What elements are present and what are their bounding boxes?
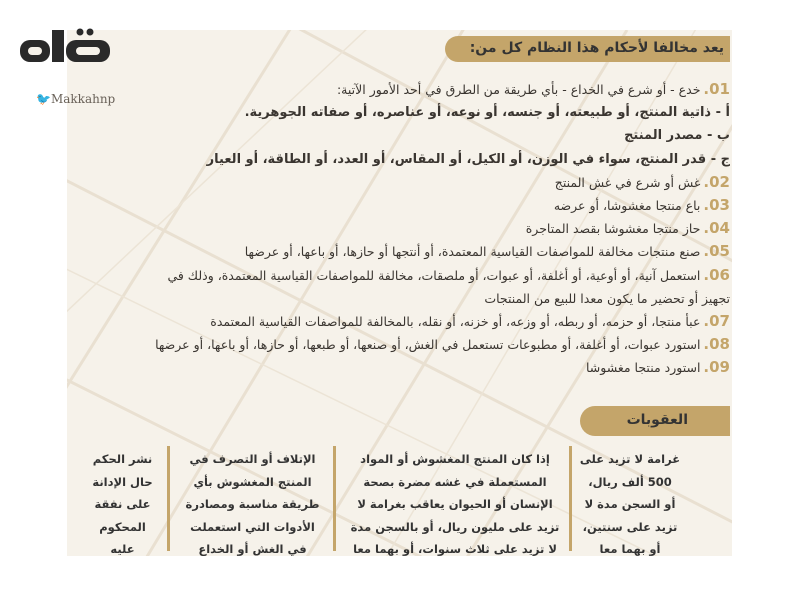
twitter-handle: 🐦Makkahnp bbox=[36, 92, 116, 106]
item-number: 09. bbox=[703, 358, 730, 377]
penalty-line: أو بهما معا bbox=[599, 542, 661, 556]
item-text: خدع - أو شرع في الخداع - بأي طريقة من الطرق في أحد الأمور الآتية: bbox=[336, 82, 701, 97]
item-text: صنع منتجات مخالفة للمواصفات القياسية المعتمدة، أو أنتجها أو حازها، أو باعها، أو عرضها bbox=[244, 244, 701, 260]
penalty-line: المستعملة في غشه مضرة بصحة bbox=[363, 474, 547, 489]
item-text: عبأ منتجا، أو حزمه، أو ربطه، أو وزعه، أو خزنه، أو نقله، بالمخالفة للمواصفات القياسية المعتمدة bbox=[210, 313, 701, 329]
item-text: أ - ذاتية المنتج، أو طبيعته، أو جنسه، أو نوعه، أو عناصره، أو صفاته الجوهرية. bbox=[244, 105, 730, 121]
penalty-line: حال الإدانة bbox=[92, 474, 153, 489]
penalty-line: إذا كان المنتج المغشوش أو المواد bbox=[360, 452, 550, 466]
violation-item bbox=[50, 333, 730, 356]
violation-item bbox=[50, 310, 730, 333]
item-number: 06. bbox=[703, 265, 730, 284]
penalty-line: المنتج المغشوش بأي bbox=[193, 474, 312, 489]
penalty-line: تزيد على سنتين، bbox=[582, 519, 678, 534]
column-divider bbox=[167, 446, 170, 551]
penalty-line: الإنسان أو الحيوان يعاقب بغرامة لا bbox=[357, 497, 553, 511]
item-number: 04. bbox=[703, 219, 730, 238]
item-number: 03. bbox=[703, 195, 730, 214]
item-number: 01. bbox=[703, 80, 730, 98]
item-text: حاز منتجا مغشوشا بقصد المتاجرة bbox=[525, 221, 701, 237]
penalty-line: غرامة لا تزيد على bbox=[579, 452, 681, 466]
penalties-title: العقوبات bbox=[626, 412, 688, 428]
item-number: 05. bbox=[703, 242, 730, 261]
penalty-line: المحكوم bbox=[99, 519, 146, 534]
penalty-line: لا تزيد على ثلاث سنوات، أو بهما معا bbox=[353, 542, 557, 556]
item-number: 02. bbox=[703, 172, 730, 191]
item-text: باع منتجا مغشوشا، أو عرضه bbox=[553, 197, 701, 213]
violation-item bbox=[50, 124, 730, 147]
violation-item bbox=[50, 217, 730, 240]
penalty-column bbox=[340, 448, 570, 561]
penalty-line: طريقة مناسبة ومصادرة bbox=[185, 497, 320, 511]
penalty-column bbox=[80, 448, 165, 561]
column-divider bbox=[333, 446, 336, 551]
penalty-line: على نفقة bbox=[94, 497, 151, 511]
violation-item bbox=[50, 194, 730, 217]
item-text: استورد عبوات، أو أغلفة، أو مطبوعات تستعمل في الغش، أو صنعها، أو طبعها، أو حازها، أو باعها، أو عرضها bbox=[155, 337, 701, 353]
penalty-column bbox=[575, 448, 685, 561]
penalty-line: نشر الحكم bbox=[92, 452, 153, 466]
violation-item bbox=[50, 264, 730, 287]
violation-item bbox=[50, 287, 730, 310]
item-text: تجهيز أو تحضير ما يكون معدا للبيع من المنتجات bbox=[484, 290, 730, 306]
violations-header bbox=[445, 36, 730, 62]
item-text: استورد منتجا مغشوشا bbox=[585, 360, 701, 376]
item-number: 08. bbox=[703, 335, 730, 354]
logo-mark bbox=[18, 26, 114, 68]
penalty-line: 500 ألف ريال، bbox=[588, 474, 672, 489]
violations-title: يعد مخالفا لأحكام هذا النظام كل من: bbox=[469, 40, 724, 56]
item-text: استعمل آنية، أو أوعية، أو أغلفة، أو عبوات، أو ملصقات، مخالفة للمواصفات القياسية المعتمدة، وذلك في bbox=[167, 267, 701, 283]
item-text: ب - مصدر المنتج bbox=[624, 128, 730, 144]
penalty-line: عليه bbox=[110, 542, 135, 556]
violations-list bbox=[50, 78, 730, 379]
makkah-logo bbox=[14, 26, 116, 106]
penalty-line: الإتلاف أو التصرف في bbox=[189, 452, 316, 466]
penalty-column bbox=[175, 448, 330, 561]
item-number: 07. bbox=[703, 311, 730, 330]
violation-item bbox=[50, 101, 730, 124]
item-text: ج - قدر المنتج، سواء في الوزن، أو الكيل، أو المقاس، أو العدد، أو الطاقة، أو العيار bbox=[206, 151, 730, 167]
violation-item bbox=[50, 240, 730, 263]
violation-item bbox=[50, 148, 730, 171]
twitter-bird-icon: 🐦 bbox=[36, 92, 51, 106]
violation-item bbox=[50, 356, 730, 379]
penalty-line: في الغش أو الخداع bbox=[198, 542, 307, 556]
penalty-line: تزيد على مليون ريال، أو بالسجن مدة bbox=[350, 519, 560, 534]
penalties-header bbox=[580, 406, 730, 436]
violation-item bbox=[50, 171, 730, 194]
penalty-line: أو السجن مدة لا bbox=[584, 497, 676, 511]
penalty-line: الأدوات التي استعملت bbox=[190, 519, 315, 534]
violation-item bbox=[50, 78, 730, 101]
item-text: غش أو شرع في غش المنتج bbox=[554, 174, 701, 190]
